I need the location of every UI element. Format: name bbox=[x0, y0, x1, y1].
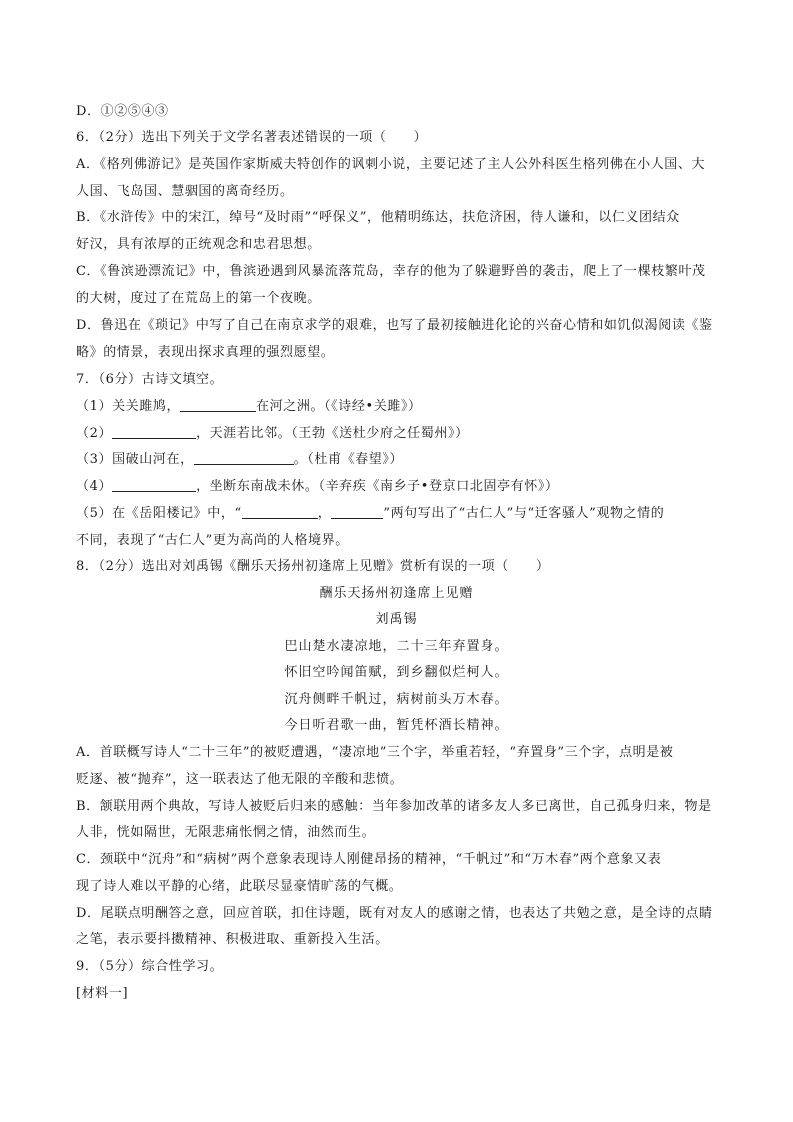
q6-option-c-line2: 的大树，度过了在荒岛上的第一个夜晚。 bbox=[76, 291, 321, 306]
q6-option-b-line2: 好汉，具有浓厚的正统观念和忠君思想。 bbox=[76, 237, 321, 252]
q8-option-c-line2: 现了诗人难以平静的心绪，此联尽显豪情旷荡的气概。 bbox=[76, 879, 403, 894]
material-one-label: [材料一] bbox=[76, 986, 129, 1001]
q8-option-d-line2: 之笔，表示要抖擞精神、积极进取、重新投入生活。 bbox=[76, 932, 389, 947]
q7-item-3 bbox=[76, 452, 724, 468]
q7-item-2-prefix: （2） bbox=[76, 426, 113, 441]
q6-option-a-line2: 人国、飞岛国、慧骃国的离奇经历。 bbox=[76, 184, 294, 199]
q6-stem: 6．（2分）选出下列关于文学名著表述错误的一项（ ） bbox=[76, 130, 428, 145]
answer-blank[interactable] bbox=[180, 399, 256, 412]
q8-option-b-line2: 人非，恍如隔世，无限悲痛怅惘之情，油然而生。 bbox=[76, 825, 376, 840]
q7-item-2 bbox=[76, 426, 724, 442]
q7-item-4 bbox=[76, 479, 724, 495]
q8-option-d-line1: D．尾联点明酬答之意，回应首联，扣住诗题，既有对友人的感谢之情，也表达了共勉之意，是全诗的点睛 bbox=[76, 906, 713, 921]
answer-blank[interactable] bbox=[112, 426, 196, 439]
answer-blank[interactable] bbox=[331, 506, 383, 519]
q7-item-3-prefix: （3）国破山河在， bbox=[76, 452, 194, 467]
q6-option-d-line2: 略》的情景，表现出探求真理的强烈愿望。 bbox=[76, 345, 335, 360]
q8-option-a-line2: 贬逐、被“抛弃”，这一联表达了他无限的辛酸和悲愤。 bbox=[76, 772, 404, 787]
q6-option-d-line1: D．鲁迅在《琐记》中写了自己在南京求学的艰难，也写了最初接触进化论的兴奋心情和如饥似渴阅读《鉴 bbox=[76, 318, 713, 333]
q6-option-c-line1: C．《鲁滨逊漂流记》中，鲁滨逊遇到风暴流落荒岛，幸存的他为了躲避野兽的袭击，爬上了一棵枝繁叶茂 bbox=[76, 264, 706, 279]
poem-line-4: 今日听君歌一曲，暂凭杯酒长精神。 bbox=[284, 718, 509, 733]
answer-blank[interactable] bbox=[194, 452, 294, 465]
answer-blank[interactable] bbox=[112, 479, 196, 492]
q7-item-3-suffix: 。（杜甫《春望》） bbox=[293, 452, 404, 467]
q8-option-a-line1: A．首联概写诗人“二十三年”的被贬遭遇，“凄凉地”三个字，举重若轻，“弃置身”三个字，点明是被 bbox=[76, 745, 674, 760]
q7-item-5-line2: 不同，表现了“古仁人”更为高尚的人格境界。 bbox=[76, 533, 349, 548]
q7-item-5-comma: ， bbox=[317, 506, 332, 521]
poem-author: 刘禹锡 bbox=[375, 612, 418, 627]
q5-option-d: D．①②⑤④③ bbox=[76, 104, 169, 119]
q7-item-2-suffix: ，天涯若比邻。（王勃《送杜少府之任蜀州》） bbox=[196, 426, 469, 441]
q7-item-4-prefix: （4） bbox=[76, 479, 113, 494]
q7-item-5-prefix: （5）在《岳阳楼记》中，“ bbox=[76, 506, 242, 521]
answer-blank[interactable] bbox=[242, 506, 318, 519]
q7-stem: 7．（6分）古诗文填空。 bbox=[76, 372, 224, 387]
q7-item-1-suffix: 在河之洲。（《诗经•关雎》） bbox=[256, 399, 422, 414]
q9-stem: 9．（5分）综合性学习。 bbox=[76, 959, 224, 974]
q6-option-b-line1: B．《水浒传》中的宋江，绰号“及时雨”“呼保义”，他精明练达，扶危济困，待人谦和，以仁义团结众 bbox=[76, 210, 680, 225]
poem-title: 酬乐天扬州初逢席上见赠 bbox=[319, 586, 474, 601]
q8-stem: 8．（2分）选出对刘禹锡《酬乐天扬州初逢席上见赠》赏析有误的一项（ ） bbox=[76, 559, 550, 574]
q7-item-1 bbox=[76, 399, 724, 415]
q7-item-1-prefix: （1）关关雎鸠， bbox=[76, 399, 181, 414]
poem-line-2: 怀旧空吟闻笛赋，到乡翻似烂柯人。 bbox=[284, 665, 509, 680]
q6-option-a-line1: A．《格列佛游记》是英国作家斯威夫特创作的讽刺小说，主要记述了主人公外科医生格列佛在小人国、大 bbox=[76, 157, 706, 172]
q7-item-5-suffix: ”两句写出了“古仁人”与“迁客骚人”观物之情的 bbox=[383, 506, 665, 521]
q8-option-c-line1: C．颈联中“沉舟”和“病树”两个意象表现诗人刚健昂扬的精神，“千帆过”和“万木春”两个意象又表 bbox=[76, 852, 662, 867]
q7-item-5 bbox=[76, 506, 724, 522]
poem-line-1: 巴山楚水凄凉地，二十三年弃置身。 bbox=[284, 639, 509, 654]
poem-line-3: 沉舟侧畔千帆过，病树前头万木春。 bbox=[284, 692, 509, 707]
q7-item-4-suffix: ，坐断东南战未休。（辛弃疾《南乡子•登京口北固亭有怀》） bbox=[196, 479, 559, 494]
q8-option-b-line1: B．颔联用两个典故，写诗人被贬后归来的感触：当年参加改革的诸多友人多已离世，自己孤身归来，物是 bbox=[76, 799, 712, 814]
